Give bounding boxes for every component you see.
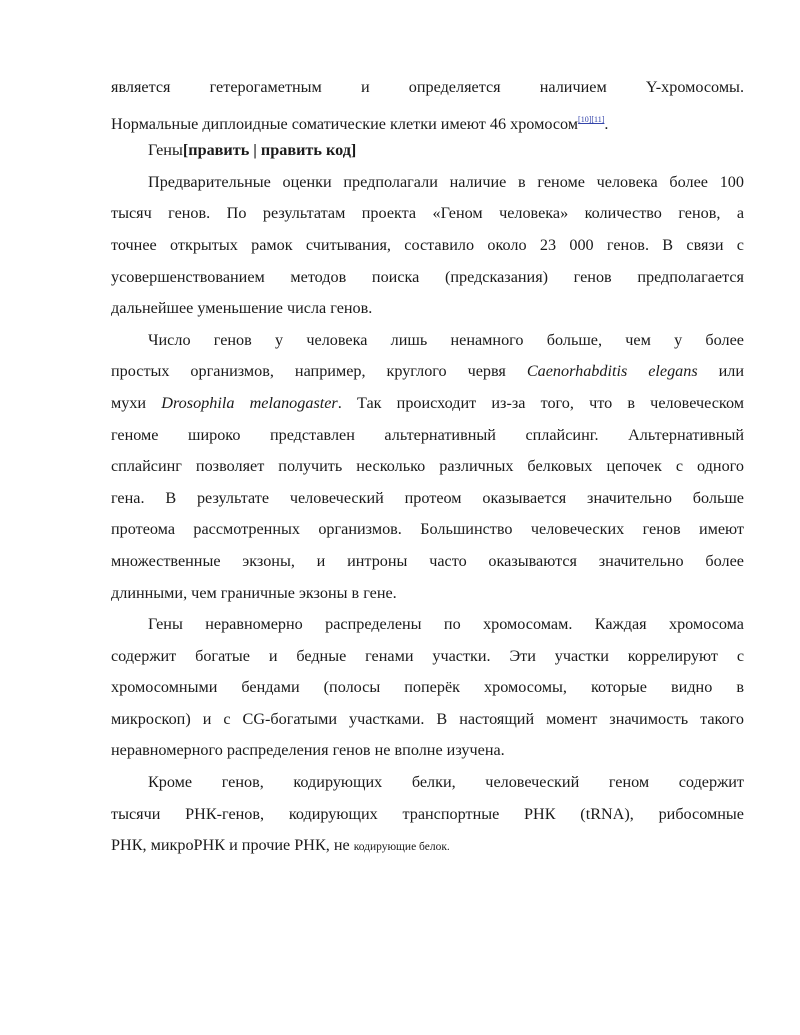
- p3-line-2: содержит богатые и бедные генами участки. Эти участки коррелируют с: [111, 646, 744, 665]
- p2-line-7: протеома рассмотренных организмов. Большинство человеческих генов имеют: [111, 520, 744, 539]
- p2-line-8: множественные экзоны, и интроны часто оказываются значительно более: [111, 551, 744, 570]
- p4-line-3-small: кодирующие белок.: [353, 841, 450, 854]
- p1-line-1: Предварительные оценки предполагали наличие в геноме человека более 100: [148, 172, 744, 191]
- p2-line-5: сплайсинг позволяет получить несколько различных белковых цепочек с одного: [111, 457, 744, 476]
- p2-line-2-a: простых организмов, например, круглого червя: [111, 362, 506, 381]
- p4-line-1: Кроме генов, кодирующих белки, человеческий геном содержит: [148, 773, 744, 792]
- p3-line-3: хромосомными бендами (полосы поперёк хромосомы, которые видно в: [111, 678, 744, 697]
- p2-line-3: [111, 388, 744, 420]
- p2-line-4: геноме широко представлен альтернативный сплайсинг. Альтернативный: [111, 425, 744, 444]
- p2-line-3-a: мухи: [111, 393, 147, 412]
- p1-line-5: дальнейшее уменьшение числа генов.: [111, 299, 373, 318]
- p3-line-1: Гены неравномерно распределены по хромосомам. Каждая хромосома: [148, 615, 744, 634]
- p2-line-2-b: или: [718, 362, 745, 381]
- intro-line-1: является гетерогаметным и определяется наличием Y-хромосомы.: [111, 78, 744, 96]
- reference-link[interactable]: [10][11]: [578, 114, 605, 124]
- p2-line-1: Число генов у человека лишь ненамного больше, чем у более: [148, 330, 744, 349]
- edit-links[interactable]: [править | править код]: [182, 141, 357, 160]
- section-heading: [111, 135, 744, 167]
- p1-line-4: усовершенствованием методов поиска (предсказания) генов предполагается: [111, 267, 744, 286]
- p3-line-5: неравномерного распределения генов не вполне изучена.: [111, 741, 505, 760]
- section-heading-title: Гены: [148, 141, 183, 160]
- species-drosophila: Drosophila melanogaster: [161, 393, 338, 412]
- p2-line-3-b: . Так происходит из-за того, что в человеческом: [337, 393, 744, 412]
- species-caenorhabditis: Caenorhabditis elegans: [526, 362, 698, 381]
- p1-line-3: точнее открытых рамок считывания, составило около 23 000 генов. В связи с: [111, 235, 744, 254]
- intro-line-2: [111, 104, 744, 136]
- intro-line-2-end: .: [604, 114, 609, 133]
- intro-line-2-text: Нормальные диплоидные соматические клетки имеют 46 хромосом: [111, 114, 579, 133]
- p4-line-3: [111, 830, 744, 862]
- p4-line-2: тысячи РНК-генов, кодирующих транспортные РНК (tRNA), рибосомные: [111, 804, 744, 823]
- p1-line-2: тысяч генов. По результатам проекта «Геном человека» количество генов, а: [111, 204, 744, 223]
- p2-line-6: гена. В результате человеческий протеом оказывается значительно больше: [111, 488, 744, 507]
- p3-line-4: микроскоп) и с CG-богатыми участками. В настоящий момент значимость такого: [111, 709, 744, 728]
- p2-line-2: [111, 356, 744, 388]
- p2-line-9: длинными, чем граничные экзоны в гене.: [111, 583, 397, 602]
- p4-line-3-a: РНК, микроРНК и прочие РНК, не: [111, 836, 350, 855]
